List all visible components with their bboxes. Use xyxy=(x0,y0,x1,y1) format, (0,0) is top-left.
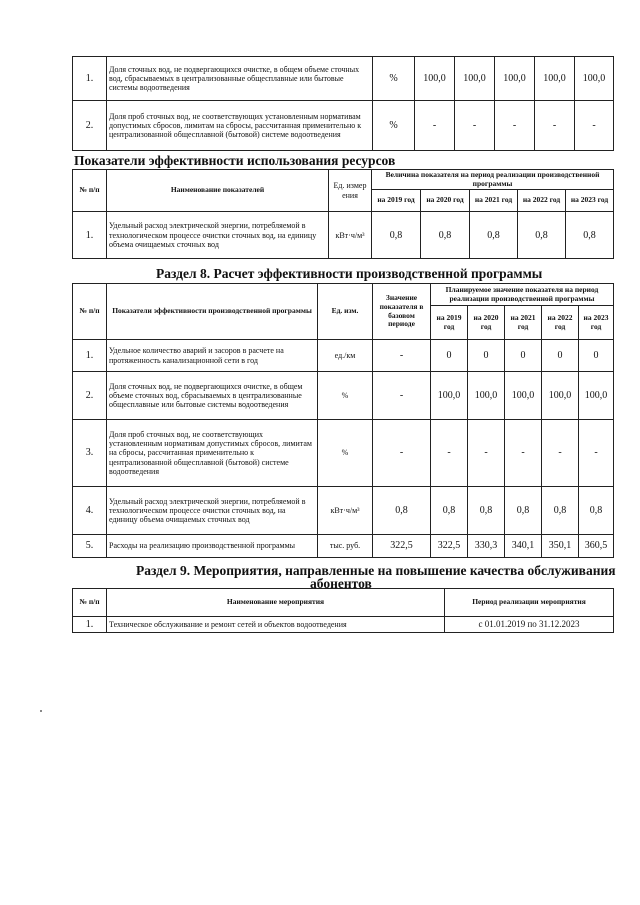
value-2019: 0,8 xyxy=(372,212,421,259)
value-2021: 100,0 xyxy=(505,372,542,420)
row-number: 1. xyxy=(73,57,107,101)
header-period: Планируемое значение показателя на период реализации производственной программы xyxy=(431,284,614,306)
value-2021: - xyxy=(495,101,535,151)
row-number: 1. xyxy=(73,340,107,372)
indicator-name: Доля проб сточных вод, не соответствующих установленным нормативам допустимых сбросов, лимитам на сбросы, рассчитанная применительно к централизованной общесплавной (бытовой) системе водоотведения xyxy=(107,101,373,151)
base-value: - xyxy=(373,340,431,372)
base-value: 0,8 xyxy=(373,487,431,535)
value-2020: 330,3 xyxy=(468,535,505,558)
value-2023: 100,0 xyxy=(579,372,614,420)
header-base: Значение показателя в базовом периоде xyxy=(373,284,431,340)
row-number: 1. xyxy=(73,212,107,259)
base-value: - xyxy=(373,420,431,487)
header-year-2020: на 2020 год xyxy=(421,190,470,212)
section-heading-9: Раздел 9. Мероприятия, направленные на повышение качества обслуживания xyxy=(136,563,616,578)
header-number: № п/п xyxy=(73,170,107,212)
value-2021: 0 xyxy=(505,340,542,372)
unit: % xyxy=(373,101,415,151)
value-2023: 0,8 xyxy=(579,487,614,535)
section-heading-resources: Показатели эффективности использования ресурсов xyxy=(74,153,396,168)
header-name: Наименование показателей xyxy=(107,170,329,212)
header-number: № п/п xyxy=(73,589,107,617)
value-2023: - xyxy=(575,101,614,151)
value-2022: 100,0 xyxy=(535,57,575,101)
header-year-2022: на 2022 год xyxy=(542,306,579,340)
table-row xyxy=(73,420,614,487)
header-year-2022: на 2022 год xyxy=(518,190,566,212)
indicator-name: Доля сточных вод, не подвергающихся очистке, в общем объеме сточных вод, сбрасываемых в централизованные общесплавные или бытовые системы водоотведения xyxy=(107,372,318,420)
efficiency-table xyxy=(72,283,614,558)
table-row xyxy=(73,57,614,101)
value-2022: - xyxy=(535,101,575,151)
value-2022: 0 xyxy=(542,340,579,372)
table-row xyxy=(73,617,614,633)
header-unit: Ед. изм. xyxy=(318,284,373,340)
indicator-name: Доля проб сточных вод, не соответствующих установленным нормативам допустимых сбросов, лимитам на сбросы, рассчитанная применительно к централизованной общесплавной (бытовой) системе водоотведения xyxy=(107,420,318,487)
table-header-row xyxy=(73,589,614,617)
value-2022: 350,1 xyxy=(542,535,579,558)
row-number: 2. xyxy=(73,372,107,420)
row-number: 1. xyxy=(73,617,107,633)
unit: кВт·ч/м³ xyxy=(329,212,372,259)
header-name: Показатели эффективности производственной программы xyxy=(107,284,318,340)
base-value: - xyxy=(373,372,431,420)
value-2020: - xyxy=(468,420,505,487)
table-row xyxy=(73,212,614,259)
value-2022: 0,8 xyxy=(542,487,579,535)
header-number: № п/п xyxy=(73,284,107,340)
row-number: 5. xyxy=(73,535,107,558)
indicator-name: Расходы на реализацию производственной программы xyxy=(107,535,318,558)
table-row xyxy=(73,340,614,372)
value-2019: 0 xyxy=(431,340,468,372)
value-2023: - xyxy=(579,420,614,487)
value-2019: - xyxy=(431,420,468,487)
scan-speck xyxy=(40,710,42,712)
table-row xyxy=(73,101,614,151)
table-header-row xyxy=(73,284,614,306)
row-number: 2. xyxy=(73,101,107,151)
value-2021: - xyxy=(505,420,542,487)
header-year-2023: на 2023 год xyxy=(566,190,614,212)
header-year-2021: на 2021 год xyxy=(505,306,542,340)
header-period: Величина показателя на период реализации производственной программы xyxy=(372,170,614,190)
value-2019: 0,8 xyxy=(431,487,468,535)
indicator-name: Доля сточных вод, не подвергающихся очистке, в общем объеме сточных вод, сбрасываемых в централизованные общесплавные или бытовые системы водоотведения xyxy=(107,57,373,101)
section-heading-9-line2: абонентов xyxy=(310,576,372,591)
header-name: Наименование мероприятия xyxy=(107,589,445,617)
table-row xyxy=(73,535,614,558)
unit: тыс. руб. xyxy=(318,535,373,558)
value-2021: 100,0 xyxy=(495,57,535,101)
continuation-table xyxy=(72,56,614,151)
table-header-row xyxy=(73,170,614,190)
table-row xyxy=(73,487,614,535)
unit: % xyxy=(318,420,373,487)
indicator-name: Удельное количество аварий и засоров в расчете на протяженность канализационной сети в год xyxy=(107,340,318,372)
value-2023: 0,8 xyxy=(566,212,614,259)
table-row xyxy=(73,372,614,420)
value-2021: 0,8 xyxy=(470,212,518,259)
value-2019: 100,0 xyxy=(415,57,455,101)
base-value: 322,5 xyxy=(373,535,431,558)
indicator-name: Удельный расход электрической энергии, потребляемой в технологическом процессе очистки сточных вод, на единицу объема очищаемых сточных вод xyxy=(107,212,329,259)
unit: кВт·ч/м³ xyxy=(318,487,373,535)
header-year-2023: на 2023 год xyxy=(579,306,614,340)
value-2022: - xyxy=(542,420,579,487)
value-2021: 340,1 xyxy=(505,535,542,558)
value-2023: 0 xyxy=(579,340,614,372)
unit: % xyxy=(318,372,373,420)
header-year-2020: на 2020 год xyxy=(468,306,505,340)
value-2021: 0,8 xyxy=(505,487,542,535)
resources-table xyxy=(72,169,614,259)
header-period: Период реализации мероприятия xyxy=(445,589,614,617)
value-2019: - xyxy=(415,101,455,151)
unit: ед./км xyxy=(318,340,373,372)
value-2020: 0,8 xyxy=(421,212,470,259)
value-2020: 0,8 xyxy=(468,487,505,535)
value-2020: 0 xyxy=(468,340,505,372)
row-number: 4. xyxy=(73,487,107,535)
indicator-name: Удельный расход электрической энергии, потребляемой в технологическом процессе очистки сточных вод, на единицу объема очищаемых сточных вод xyxy=(107,487,318,535)
value-2020: - xyxy=(455,101,495,151)
header-year-2021: на 2021 год xyxy=(470,190,518,212)
section-heading-8: Раздел 8. Расчет эффективности производственной программы xyxy=(156,266,543,281)
measures-table xyxy=(72,588,614,633)
value-2022: 0,8 xyxy=(518,212,566,259)
value-2022: 100,0 xyxy=(542,372,579,420)
value-2020: 100,0 xyxy=(468,372,505,420)
unit: % xyxy=(373,57,415,101)
value-2019: 322,5 xyxy=(431,535,468,558)
value-2019: 100,0 xyxy=(431,372,468,420)
value-2020: 100,0 xyxy=(455,57,495,101)
header-year-2019: на 2019 год xyxy=(431,306,468,340)
row-number: 3. xyxy=(73,420,107,487)
value-2023: 100,0 xyxy=(575,57,614,101)
measure-period: с 01.01.2019 по 31.12.2023 xyxy=(445,617,614,633)
header-year-2019: на 2019 год xyxy=(372,190,421,212)
measure-name: Техническое обслуживание и ремонт сетей и объектов водоотведения xyxy=(107,617,445,633)
header-unit: Ед. измер ения xyxy=(329,170,372,212)
value-2023: 360,5 xyxy=(579,535,614,558)
